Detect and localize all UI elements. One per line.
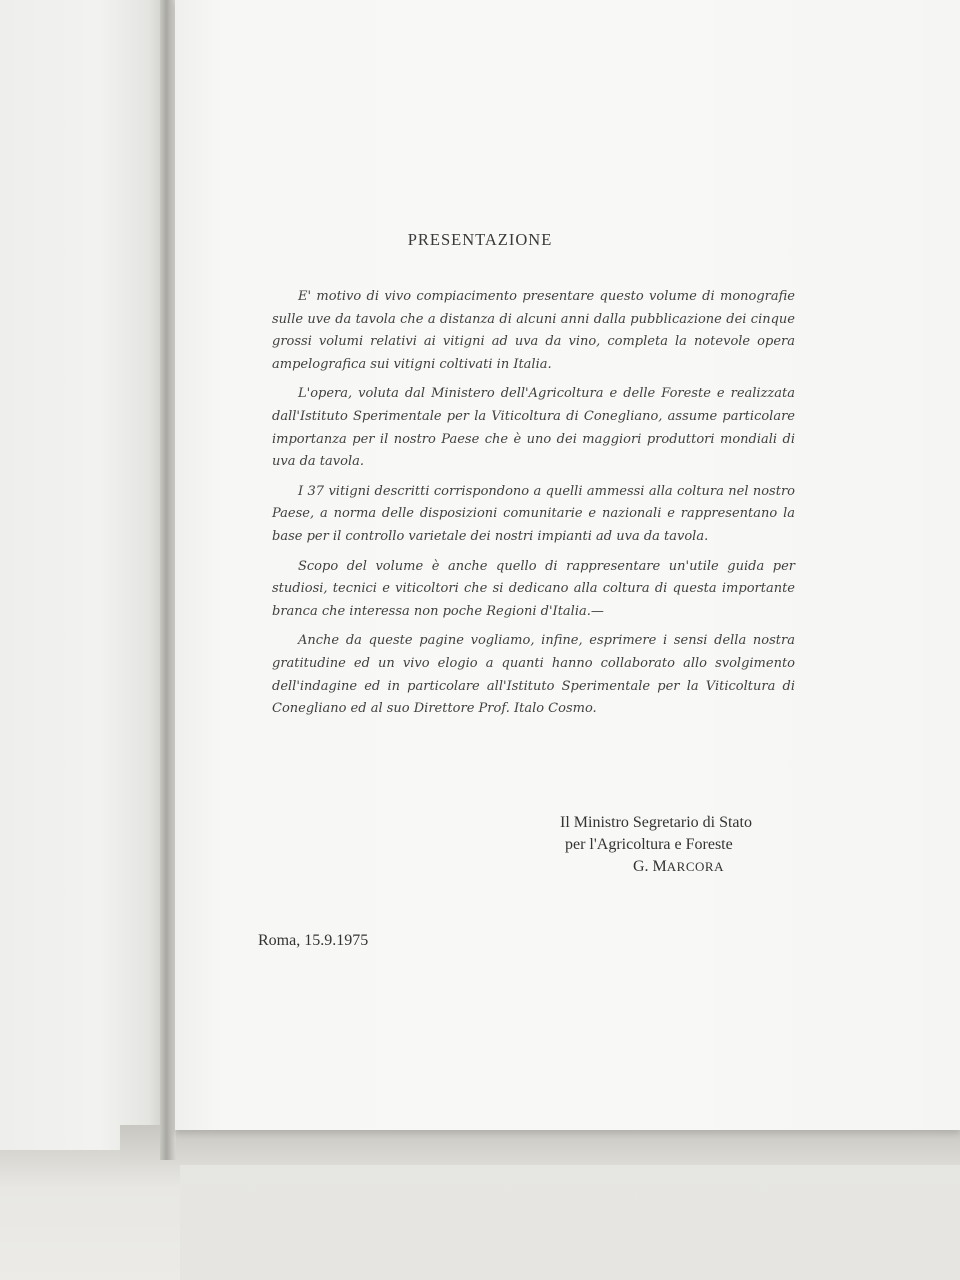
paragraph-4: Scopo del volume è anche quello di rappresentare un'utile guida per studiosi, tecnici e viticoltori che si dedicano alla coltura di questa importante branca che interessa non poche Regioni d'Italia.— [272, 558, 795, 619]
signature-name [540, 856, 840, 878]
place-date: Roma, 15.9.1975 [258, 932, 369, 949]
signature-ministry: per l'Agricoltura e Foreste [565, 836, 733, 853]
gutter-shadow [0, 1150, 180, 1280]
signature-title: Il Ministro Segretario di Stato [560, 814, 752, 831]
page-bottom-edge [120, 1125, 960, 1165]
signature-surname: ARCORA [666, 859, 724, 874]
paragraph-2: L'opera, voluta dal Ministero dell'Agricoltura e delle Foreste e realizzata dall'Istituto Sperimentale per la Viticoltura di Conegliano, assume particolare importanza per il nostro Paese che è uno dei maggiori produttori mondiali di uva da tavola. [272, 386, 795, 470]
paragraph-3: I 37 vitigni descritti corrispondono a quelli ammessi alla coltura nel nostro Paese, a norma delle disposizioni comunitarie e nazionali e rappresentano la base per il controllo varietale dei nostri impianti ad uva da tavola. [272, 483, 795, 544]
left-facing-page [0, 0, 165, 1155]
page-title: PRESENTAZIONE [407, 230, 553, 249]
signature-block [540, 812, 840, 878]
presentation-text [272, 286, 795, 728]
signature-initial: G. M [633, 858, 667, 875]
paragraph-1: E' motivo di vivo compiacimento presentare questo volume di monografie sulle uve da tavola che a distanza di alcuni anni dalla pubblicazione dei cinque grossi volumi relativi ai vitigni ad uva da vino, completa la notevole opera ampelografica sui vitigni coltivati in Italia. [272, 289, 795, 372]
paragraph-5: Anche da queste pagine vogliamo, infine, esprimere i sensi della nostra gratitudine ed un vivo elogio a quanti hanno collaborato allo svolgimento dell'indagine ed in particolare all'Istituto Sperimentale per la Viticoltura di Conegliano ed al suo Direttore Prof. Italo Cosmo. [272, 633, 795, 717]
book-gutter [160, 0, 176, 1160]
